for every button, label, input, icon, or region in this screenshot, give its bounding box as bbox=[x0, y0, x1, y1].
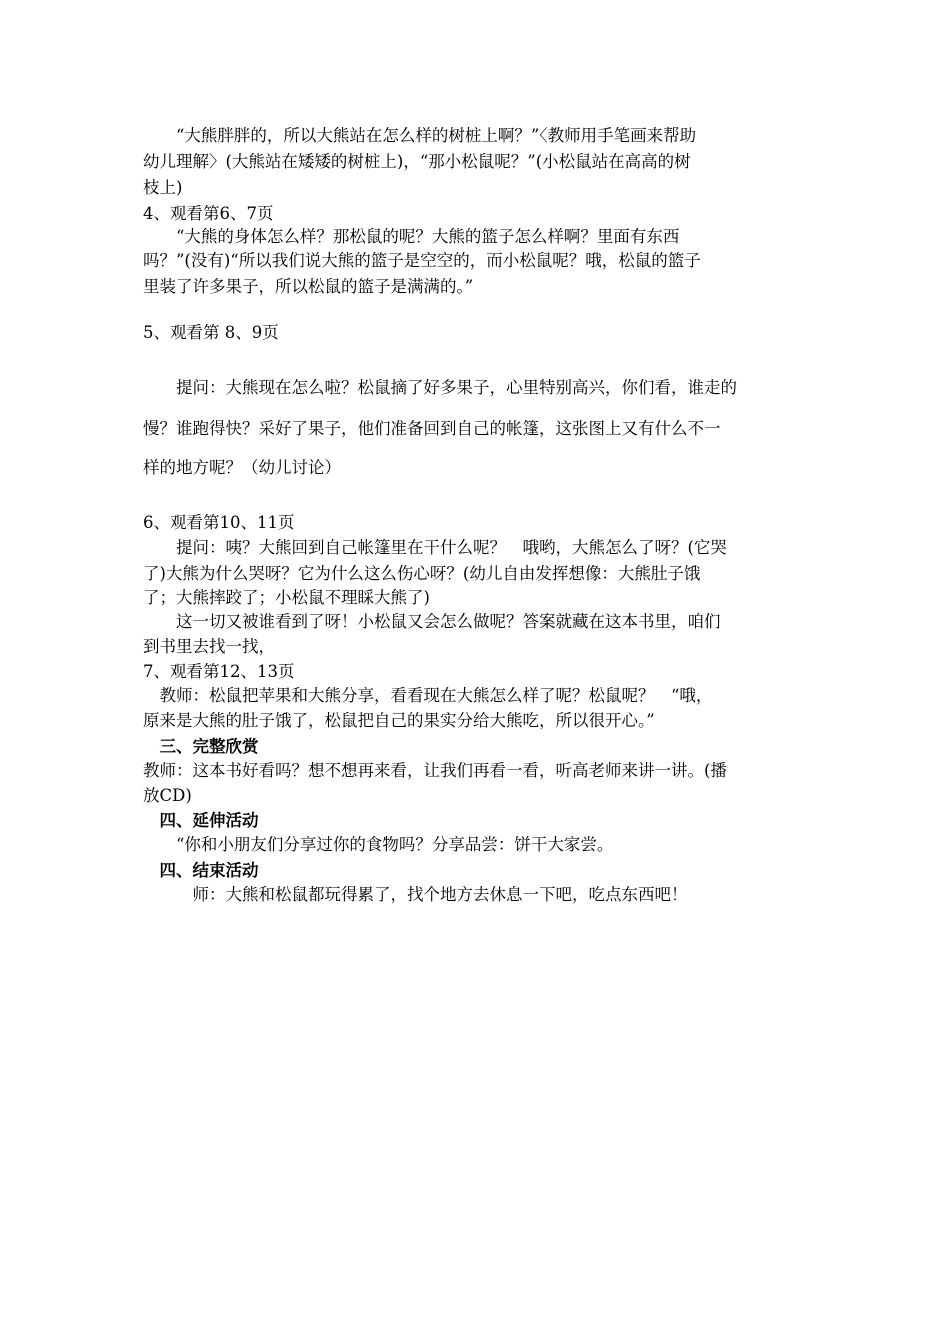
paragraph-line: 吗？”(没有)“所以我们说大熊的篮子是空空的，而小松鼠呢？哦，松鼠的篮子 bbox=[143, 251, 701, 270]
section-heading: 三、完整欣赏 bbox=[143, 737, 259, 756]
paragraph-line: “你和小朋友们分享过你的食物吗？分享品尝：饼干大家尝。 bbox=[143, 835, 614, 854]
paragraph-line: 了)大熊为什么哭呀？它为什么这么伤心呀？(幼儿自由发挥想像：大熊肚子饿 bbox=[143, 564, 701, 583]
section-heading: 4、观看第6、7页 bbox=[143, 204, 274, 223]
paragraph-line: 提问：大熊现在怎么啦？松鼠摘了好多果子，心里特别高兴，你们看，谁走的 bbox=[143, 378, 737, 397]
paragraph-line: 里装了许多果子，所以松鼠的篮子是满满的。” bbox=[143, 277, 474, 296]
paragraph-line: “大熊胖胖的，所以大熊站在怎么样的树桩上啊？”〈教师用手笔画来帮助 bbox=[143, 126, 697, 145]
paragraph-line: 这一切又被谁看到了呀！小松鼠又会怎么做呢？答案就藏在这本书里，咱们 bbox=[143, 612, 721, 631]
paragraph-line: 提问：咦？大熊回到自己帐篷里在干什么呢？ 哦哟，大熊怎么了呀？(它哭 bbox=[143, 538, 727, 557]
paragraph-line: 教师：松鼠把苹果和大熊分享，看看现在大熊怎么样了呢？松鼠呢？ “哦， bbox=[143, 686, 713, 705]
paragraph-line: 样的地方呢？（幼儿讨论） bbox=[143, 458, 341, 477]
paragraph-line: 师：大熊和松鼠都玩得累了，找个地方去休息一下吧，吃点东西吧！ bbox=[143, 885, 688, 904]
paragraph-line: “大熊的身体怎么样？那松鼠的呢？大熊的篮子怎么样啊？里面有东西 bbox=[143, 227, 680, 246]
section-heading: 6、观看第10、11页 bbox=[143, 513, 295, 532]
paragraph-line: 教师：这本书好看吗？想不想再来看，让我们再看一看，听高老师来讲一讲。(播 bbox=[143, 761, 727, 780]
section-heading: 四、延伸活动 bbox=[143, 811, 259, 830]
paragraph-line: 慢？谁跑得快？采好了果子，他们准备回到自己的帐篷，这张图上又有什么不一 bbox=[143, 419, 721, 438]
paragraph-line: 枝上) bbox=[143, 178, 183, 197]
section-heading: 7、观看第12、13页 bbox=[143, 662, 295, 681]
paragraph-line: 幼儿理解〉(大熊站在矮矮的树桩上)，“那小松鼠呢？”(小松鼠站在高高的树 bbox=[143, 152, 691, 171]
paragraph-line: 原来是大熊的肚子饿了，松鼠把自己的果实分给大熊吃，所以很开心。” bbox=[143, 711, 655, 730]
paragraph-line: 到书里去找一找， bbox=[143, 637, 275, 656]
paragraph-line: 了；大熊摔跤了；小松鼠不理睬大熊了) bbox=[143, 588, 430, 607]
section-heading: 四、结束活动 bbox=[143, 861, 259, 880]
paragraph-line: 放CD) bbox=[143, 786, 192, 805]
section-heading: 5、观看第 8、9页 bbox=[143, 323, 279, 342]
